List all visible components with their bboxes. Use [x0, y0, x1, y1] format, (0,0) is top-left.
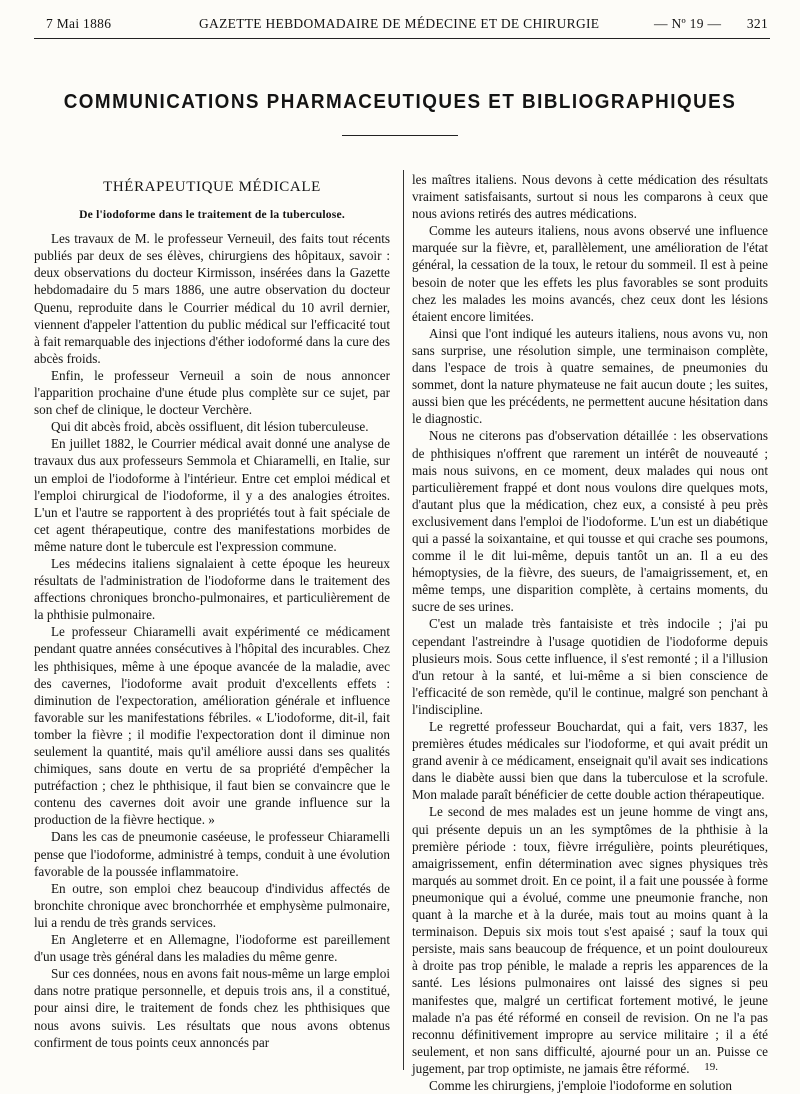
- paragraph: Enfin, le professeur Verneuil a soin de nous annoncer l'apparition prochaine d'une étude plus complète sur ce sujet, par son chef de clinique, le docteur Verchère.: [34, 367, 390, 418]
- paragraph: En outre, son emploi chez beaucoup d'individus affectés de bronchite chronique avec bronchorrhée et emphysème pulmonaire, lui a rendu de très grands services.: [34, 880, 390, 930]
- left-column: [34, 171, 390, 1061]
- paragraph: Nous ne citerons pas d'observation détaillée : les observations de phthisiques n'offrent que rarement un intérêt de nouveauté ; mais nous suivons, en ce moment, deux malades qui nous ont particulièrement frappé et dont nous voulons dire quelques mots, d'autant plus que la médication, chez eux, a consisté à peu près exclusivement dans l'emploi de l'iodoforme. L'un est un diabétique qui a passé la soixantaine, et qui tousse et qui crache ses poumons, comme il le dit lui-même, depuis tantôt un an. Il a eu des hémoptysies, de la fièvre, des sueurs, de l'amaigrissement, et, en même temps, une disparition complète, à certains moments, du sucre de ses urines.: [412, 428, 768, 615]
- paragraph: Qui dit abcès froid, abcès ossifluent, dit lésion tuberculeuse.: [51, 419, 369, 435]
- paragraph: Ainsi que l'ont indiqué les auteurs italiens, nous avons vu, non sans surprise, une résolution simple, une terminaison complète, dans l'espace de trois à quatre semaines, de pneumonies du sommet, dont la nature phymateuse ne fait aucun doute ; les suites, aussi bien que les précédents, ne permettent aucune hésitation dans le diagnostic.: [412, 325, 768, 427]
- article-heading: THÉRAPEUTIQUE MÉDICALE: [103, 179, 321, 195]
- paragraph: Comme les auteurs italiens, nous avons observé une influence marquée sur la fièvre, et, parallèlement, une amélioration de l'état général, la cessation de la toux, le retour du sommeil. Il est à peine besoin de noter que les effets les plus favorables se sont produits chez les malades les moins avancés, chez ceux dont les lésions étaient encore limitées.: [412, 223, 768, 324]
- issue-number: — Nº 19 —: [654, 16, 722, 31]
- paragraph-continuation: les maîtres italiens. Nous devons à cette médication des résultats vraiment satisfaisants, surtout si nous les comparons à ceux que nous avions retirés des autres médications.: [412, 172, 768, 222]
- article-subheading: De l'iodoforme dans le traitement de la tuberculose.: [79, 208, 345, 222]
- paragraph: En Angleterre et en Allemagne, l'iodoforme est pareillement d'un usage très général dans les maladies du même genre.: [34, 932, 390, 965]
- paragraph: Les travaux de M. le professeur Verneuil, des faits tout récents publiés par deux de ses élèves, chirurgiens des hôpitaux, savoir : deux observations du docteur Kirmisson, insérées dans la Gazette hebdomadaire du 5 mars 1886, une autre observation du docteur Quenu, reproduite dans le Courrier médical du 10 avril dernier, viennent d'appeler l'attention du public médical sur l'efficacité tout à fait remarquable des injections d'éther iodoformé dans la cure des abcès froids.: [34, 231, 390, 366]
- paragraph: En juillet 1882, le Courrier médical avait donné une analyse de travaux dus aux professeurs Semmola et Chiaramelli, en Italie, sur un emploi de l'iodoforme à l'intérieur. Entre cet emploi médical et l'emploi chirurgical de l'iodoforme, il y a des analogies étroites. L'un et l'autre se rapportent à des propriétés tout à fait spéciale de cet agent thérapeutique, contre des manifestations morbides de même nature dont le tubercule est l'expression commune.: [34, 436, 390, 554]
- issue-date: 7 Mai 1886: [46, 16, 112, 31]
- running-head: [34, 16, 770, 36]
- title-rule: [342, 135, 458, 136]
- signature-mark: 19.: [704, 1061, 718, 1073]
- journal-title: GAZETTE HEBDOMADAIRE DE MÉDECINE ET DE CHIRURGIE: [199, 16, 600, 31]
- page-number: 321: [746, 16, 768, 31]
- paragraph: Sur ces données, nous en avons fait nous-même un large emploi dans notre pratique personnelle, et depuis trois ans, il a constitué, pour ainsi dire, le traitement de fonds chez les phthisiques que nous avons suivis. Les résultats que nous avons obtenus confirment de tous points ceux annoncés par: [34, 966, 390, 1050]
- section-title: COMMUNICATIONS PHARMACEUTIQUES ET BIBLIOGRAPHIQUES: [63, 90, 737, 113]
- paragraph: Le professeur Chiaramelli avait expérimenté ce médicament pendant quatre années consécutives à l'hôpital des incurables. Chez les phthisiques, même à une époque avancée de la maladie, avec des cavernes, l'iodoforme avait produit d'excellents effets : diminution de l'expectoration, amélioration générale et influence favorable sur les manifestations fébriles. « L'iodoforme, dit-il, fait tomber la fièvre ; il modifie l'expectoration dont il diminue non seulement la quantité, mais qu'il améliore aussi dans ses qualités chimiques, sans doute en vertu de sa propriété d'empêcher la putréfaction ; chez le phthisique, il faut bien se convaincre que le contenu des cavernes doit avoir une grande influence sur la production de la fièvre hectique. »: [34, 624, 390, 828]
- paragraph: Dans les cas de pneumonie caséeuse, le professeur Chiaramelli pense que l'iodoforme, administré à temps, conduit à une évolution favorable de la poussée inflammatoire.: [34, 829, 390, 879]
- paragraph: Comme les chirurgiens, j'emploie l'iodoforme en solution: [429, 1077, 733, 1093]
- paragraph: Le regretté professeur Bouchardat, qui a fait, vers 1837, les premières études médicales sur l'iodoforme, et qui avait prédit un grand avenir à ce médicament, enseignait qu'il avait ses indications dans le diabète aussi bien que dans la tuberculose et la scrofule. Mon malade paraît bénéficier de cette double action thérapeutique.: [412, 719, 768, 803]
- paragraph: Le second de mes malades est un jeune homme de vingt ans, qui présente depuis un an les symptômes de la phthisie à la première période : toux, fièvre irrégulière, points pleurétiques, amaigrissement, enfin détermination avec signes physiques très marqués au sommet droit. En ce point, il a fait une poussée à forme pneumonique qui a évolué, comme une pneumonie franche, non quant à la marche et à la durée, mais tout au moins quant à la terminaison. Depuis six mois tout s'est apaisé ; sauf la toux qui persiste, mais sans beaucoup de fréquence, et un point douloureux à droite pas trop pénible, le malade a repris les apparences de la santé. Les lésions pulmonaires ont laissé des signes si peu manifestes que, malgré un certificat fortement motivé, le jeune malade n'a pas été réformé en conseil de revision. On ne l'a pas reconnu définitivement impropre au service militaire ; il a été seulement, et non sans difficulté, ajourné pour un an. Puisse ce jugement, par trop optimiste, ne jamais être réformé.: [412, 804, 768, 1076]
- column-divider: [403, 170, 404, 1070]
- paragraph: Les médecins italiens signalaient à cette époque les heureux résultats de l'administration de l'iodoforme dans le traitement des affections chroniques broncho-pulmonaires, et particulièrement de la phthisie pulmonaire.: [34, 555, 390, 623]
- header-rule: [34, 38, 770, 39]
- paragraph: C'est un malade très fantaisiste et très indocile ; j'ai pu cependant l'astreindre à l'usage quotidien de l'iodoforme depuis plusieurs mois. Sous cette influence, il s'est remonté ; il a l'illusion d'un retour à la santé, et lui-même a si bien conscience de l'efficacité de son remède, qu'il le continue, malgré son penchant à l'indiscipline.: [412, 616, 768, 717]
